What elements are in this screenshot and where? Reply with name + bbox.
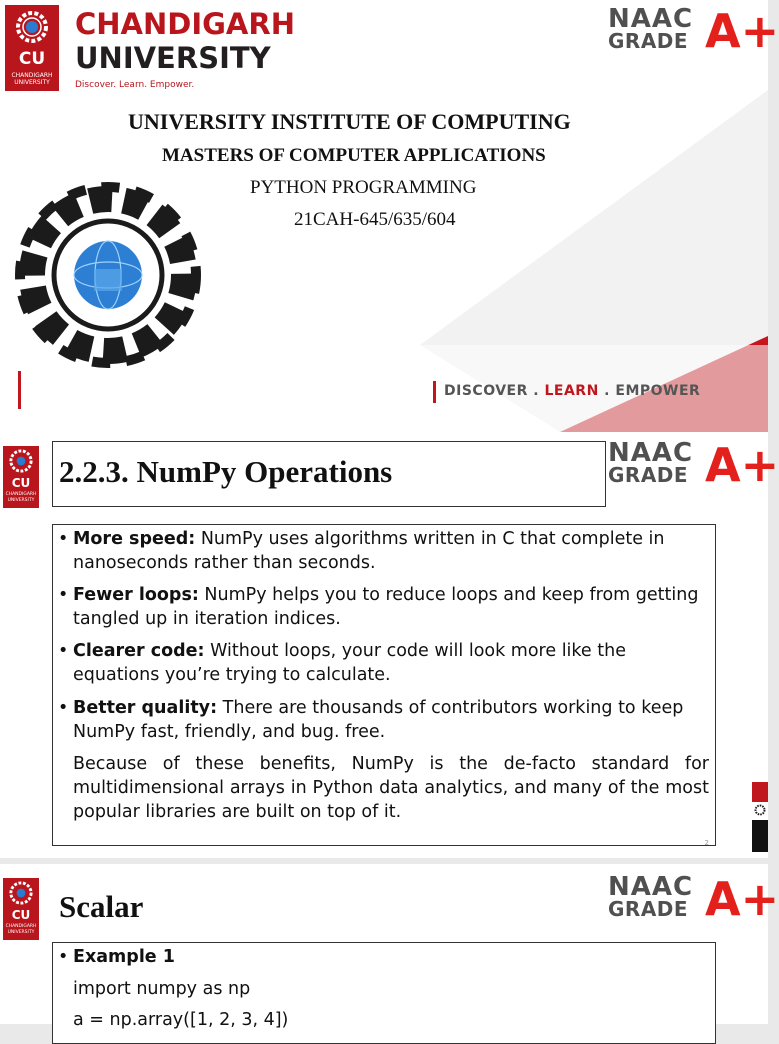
naac-grade-letter: A+ — [705, 872, 779, 926]
program-title: MASTERS OF COMPUTER APPLICATIONS — [162, 145, 546, 166]
slide-title: Scalar — [59, 889, 144, 924]
footer-sep-1: . — [527, 383, 545, 399]
bullet-text: Without loops, your code will look more like the equations you’re trying to calculate. — [73, 641, 626, 685]
bullet-dot: • — [58, 947, 69, 967]
footer-learn: LEARN — [544, 383, 599, 399]
right-edge-accent — [752, 782, 768, 802]
right-edge-dark-block — [752, 820, 768, 852]
naac-word: NAAC — [608, 4, 694, 34]
bullet-dot: • — [58, 641, 69, 661]
brand-name-line-1: CHANDIGARH — [75, 7, 295, 41]
code-line: a = np.array([1, 2, 3, 4]) — [73, 1010, 289, 1030]
institute-title: UNIVERSITY INSTITUTE OF COMPUTING — [128, 109, 571, 134]
bullet-text: There are thousands of contributors working to keep NumPy fast, friendly, and bug. free. — [73, 698, 684, 742]
slide-title: 2.2.3. NumPy Operations — [59, 454, 393, 489]
bullet-item — [53, 945, 715, 969]
cu-logo — [3, 446, 39, 508]
cu-logo-text: CU — [11, 476, 31, 490]
footer-accent-bar — [433, 381, 436, 403]
title-slide — [0, 0, 779, 432]
naac-grade-letter: A+ — [705, 438, 779, 492]
cu-logo-small-2: UNIVERSITY — [14, 79, 50, 86]
naac-grade-word: GRADE — [608, 897, 689, 921]
cu-logo-text: CU — [18, 49, 46, 69]
page-number: 2 — [704, 839, 709, 847]
left-accent-bar — [18, 371, 21, 409]
numpy-operations-slide — [0, 432, 779, 858]
gear-globe-icon — [8, 880, 34, 906]
content-box — [52, 524, 716, 846]
cu-logo-text: CU — [11, 908, 31, 922]
bullet-label: Clearer code: — [73, 641, 205, 661]
bullet-item — [53, 639, 715, 687]
naac-grade-letter: A+ — [705, 4, 779, 58]
bullet-text: NumPy helps you to reduce loops and keep from getting tangled up in iteration indices. — [73, 585, 699, 629]
scalar-slide — [0, 864, 779, 1030]
bullet-text: NumPy uses algorithms written in C that complete in nanoseconds rather than seconds. — [73, 529, 665, 573]
cu-logo-small-2: UNIVERSITY — [7, 930, 35, 935]
footer-empower: EMPOWER — [615, 383, 701, 399]
code-line: import numpy as np — [73, 979, 251, 999]
footer-tagline — [444, 383, 700, 399]
naac-word: NAAC — [608, 872, 694, 902]
naac-logo — [608, 438, 779, 492]
bullet-label: Example 1 — [73, 947, 175, 967]
course-code: 21CAH-645/635/604 — [294, 209, 456, 230]
bullet-label: More speed: — [73, 529, 196, 549]
cu-logo — [3, 878, 39, 940]
gear-globe-icon — [8, 448, 34, 474]
bullet-item — [53, 696, 715, 744]
bullet-item — [53, 583, 715, 631]
brand-name-line-2: UNIVERSITY — [75, 41, 271, 75]
bullet-dot: • — [58, 529, 69, 549]
footer-discover: DISCOVER — [444, 383, 528, 399]
bullet-label: Better quality: — [73, 698, 218, 718]
gear-icon-small — [754, 804, 766, 816]
bullet-label: Fewer loops: — [73, 585, 199, 605]
gear-globe-icon-large — [3, 175, 213, 375]
bullet-dot: • — [58, 585, 69, 605]
cu-logo-small-1: CHANDIGARH — [5, 492, 37, 497]
naac-grade-word: GRADE — [608, 463, 689, 487]
course-title: PYTHON PROGRAMMING — [250, 177, 477, 198]
title-box — [52, 441, 606, 507]
footer-sep-2: . — [598, 383, 616, 399]
naac-grade-word: GRADE — [608, 29, 689, 53]
cu-logo-small-1: CHANDIGARH — [11, 72, 53, 79]
cu-logo-small-2: UNIVERSITY — [7, 498, 35, 503]
bullet-dot: • — [58, 698, 69, 718]
benefits-paragraph: Because of these benefits, NumPy is the de-facto standard for multidimensional arrays in Python data analytics, and many of the most popular libraries are built on top of it. — [73, 754, 709, 822]
cu-logo-small-1: CHANDIGARH — [5, 924, 37, 929]
bullet-item — [53, 527, 715, 575]
naac-word: NAAC — [608, 438, 694, 468]
brand-tagline: Discover. Learn. Empower. — [75, 80, 195, 90]
content-box — [52, 942, 716, 1044]
naac-logo — [608, 872, 779, 926]
